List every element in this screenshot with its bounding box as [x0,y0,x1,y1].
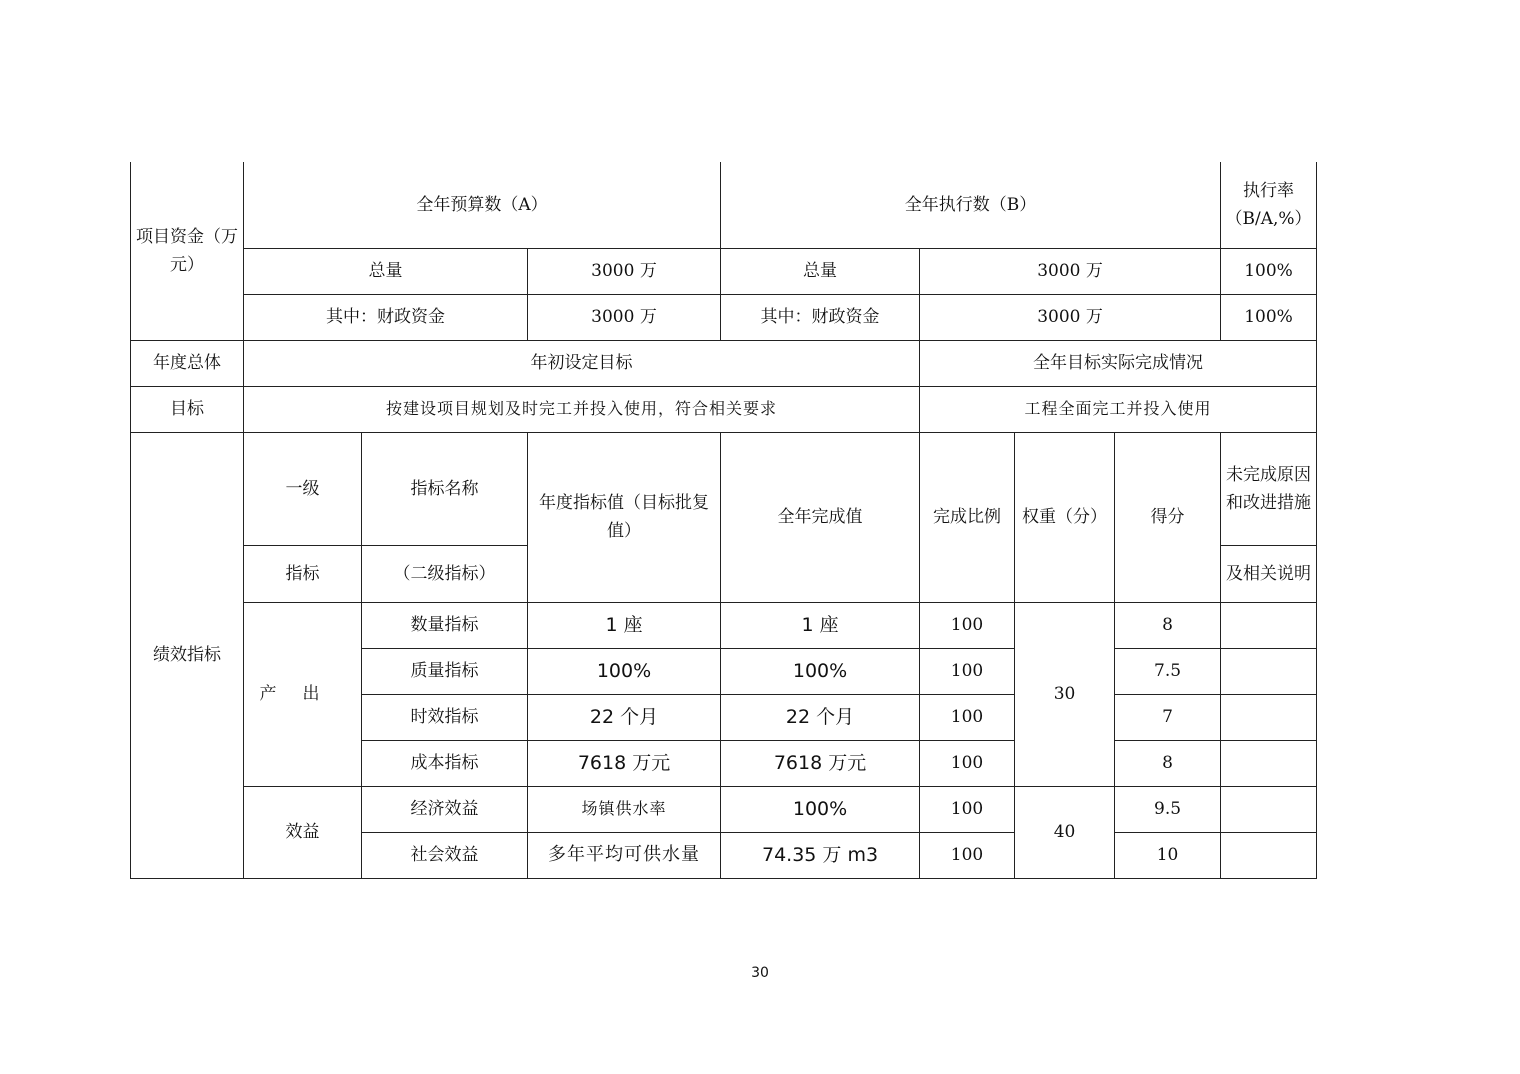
rate-header: 执行率（B/A,%） [1221,162,1317,248]
actual-goal-text: 工程全面完工并投入使用 [920,386,1317,432]
target-cell: 1 座 [528,602,721,648]
indicator-name-header-sub: （二级指标） [362,545,528,602]
indicator-cell: 数量指标 [362,602,528,648]
budget-total-value: 3000 万 [528,248,721,294]
weight-header: 权重（分） [1015,432,1115,602]
ratio-cell: 100 [920,694,1015,740]
indicator-name-header: 指标名称 [362,432,528,545]
target-cell: 100% [528,648,721,694]
reason-cell [1221,740,1317,786]
budget-total-label: 总量 [244,248,528,294]
performance-table [130,162,1317,879]
weight-benefit: 40 [1015,786,1115,878]
target-cell: 7618 万元 [528,740,721,786]
target-cell: 多年平均可供水量 [528,832,721,878]
ratio-cell: 100 [920,786,1015,832]
score-header: 得分 [1115,432,1221,602]
funds-label: 项目资金（万元） [131,162,244,340]
exec-fiscal-value: 3000 万 [920,294,1221,340]
reason-cell [1221,694,1317,740]
actual-header: 全年完成值 [721,432,920,602]
annual-label-1: 年度总体 [131,340,244,386]
reason-cell [1221,832,1317,878]
set-goal-text: 按建设项目规划及时完工并投入使用，符合相关要求 [244,386,920,432]
actual-cell: 7618 万元 [721,740,920,786]
ratio-cell: 100 [920,832,1015,878]
group-output: 产出 [244,602,362,786]
ratio-cell: 100 [920,602,1015,648]
actual-goal-header: 全年目标实际完成情况 [920,340,1317,386]
exec-total-label: 总量 [721,248,920,294]
reason-header-sub: 及相关说明 [1221,545,1317,602]
reason-header: 未完成原因和改进措施 [1221,432,1317,545]
table-row [131,786,1317,832]
group-benefit: 效益 [244,786,362,878]
score-cell: 8 [1115,740,1221,786]
target-cell: 场镇供水率 [528,786,721,832]
score-cell: 7 [1115,694,1221,740]
rate-total: 100% [1221,248,1317,294]
reason-cell [1221,786,1317,832]
annual-label-2: 目标 [131,386,244,432]
exec-header: 全年执行数（B） [721,162,1221,248]
level1-header: 一级 [244,432,362,545]
ratio-cell: 100 [920,648,1015,694]
indicator-cell: 时效指标 [362,694,528,740]
reason-cell [1221,602,1317,648]
indicator-cell: 经济效益 [362,786,528,832]
page-number: 30 [751,965,769,981]
actual-cell: 74.35 万 m3 [721,832,920,878]
actual-cell: 100% [721,786,920,832]
score-cell: 7.5 [1115,648,1221,694]
rate-fiscal: 100% [1221,294,1317,340]
indicator-cell: 社会效益 [362,832,528,878]
score-cell: 9.5 [1115,786,1221,832]
reason-cell [1221,648,1317,694]
table-row [131,602,1317,648]
ratio-header: 完成比例 [920,432,1015,602]
set-goal-header: 年初设定目标 [244,340,920,386]
budget-header: 全年预算数（A） [244,162,721,248]
actual-cell: 22 个月 [721,694,920,740]
indicator-cell: 成本指标 [362,740,528,786]
ratio-cell: 100 [920,740,1015,786]
weight-output: 30 [1015,602,1115,786]
exec-total-value: 3000 万 [920,248,1221,294]
indicator-cell: 质量指标 [362,648,528,694]
actual-cell: 1 座 [721,602,920,648]
actual-cell: 100% [721,648,920,694]
score-cell: 10 [1115,832,1221,878]
budget-fiscal-value: 3000 万 [528,294,721,340]
score-cell: 8 [1115,602,1221,648]
level1-header-sub: 指标 [244,545,362,602]
target-cell: 22 个月 [528,694,721,740]
target-header: 年度指标值（目标批复值） [528,432,721,602]
budget-fiscal-label: 其中：财政资金 [244,294,528,340]
exec-fiscal-label: 其中：财政资金 [721,294,920,340]
performance-label: 绩效指标 [131,432,244,878]
